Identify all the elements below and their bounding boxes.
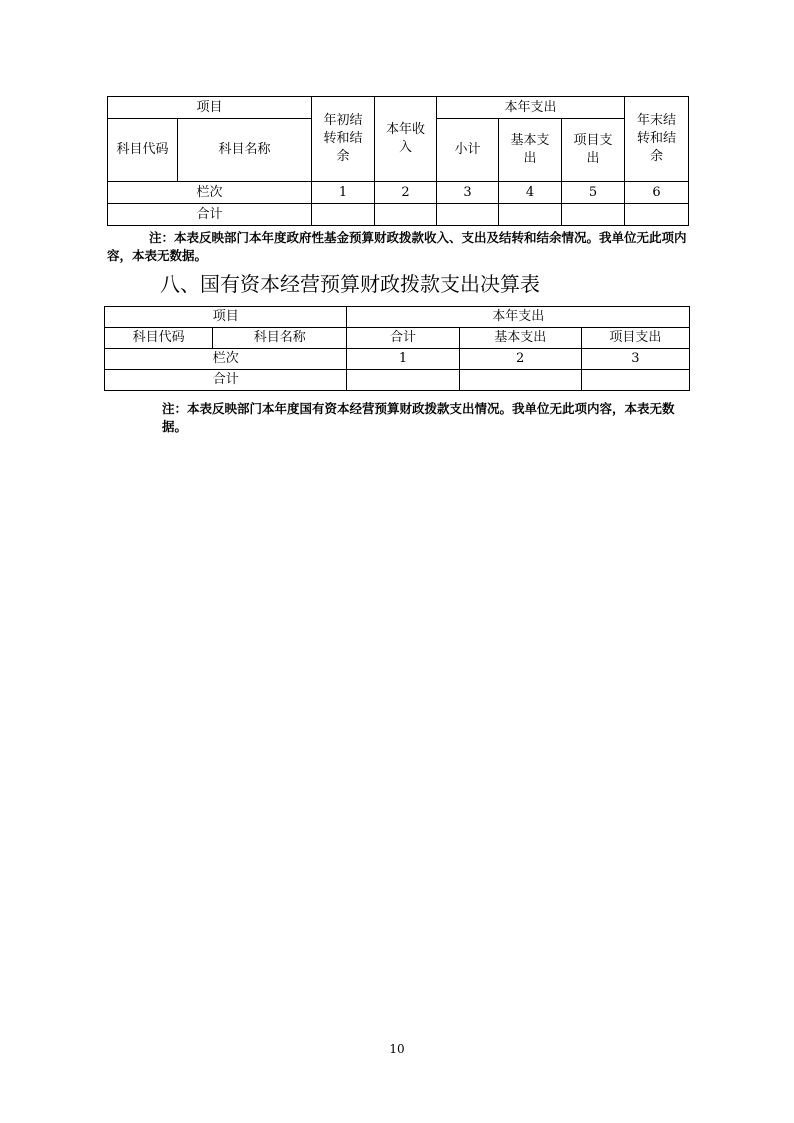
table-note: 注：本表反映部门本年度国有资本经营预算财政拨款支出情况。我单位无此项内容，本表无数据。 [162,401,675,434]
header-expenditure: 本年支出 [347,307,690,328]
empty-cell [312,204,375,226]
column-number: 3 [437,182,499,204]
column-number: 1 [312,182,375,204]
row-total-label: 合计 [108,204,312,226]
header-project-expenditure: 项目支出 [581,328,689,349]
header-subtotal: 小计 [437,119,499,182]
section-heading: 八、国有资本经营预算财政拨款支出决算表 [160,272,540,296]
column-number: 5 [562,182,625,204]
column-number: 2 [459,349,581,370]
state-capital-table [104,306,690,391]
table-note: 注：本表反映部门本年度政府性基金预算财政拨款收入、支出及结转和结余情况。我单位无此项内容，本表无数据。 [107,230,687,263]
header-subject-name: 科目名称 [178,119,312,182]
header-subject-name: 科目名称 [213,328,347,349]
empty-cell [562,204,625,226]
column-number: 2 [375,182,437,204]
government-fund-table [107,96,689,226]
header-total: 合计 [347,328,459,349]
header-income: 本年收 入 [375,97,437,182]
column-number: 3 [581,349,689,370]
column-number: 1 [347,349,459,370]
header-project: 项目 [105,307,347,328]
header-project-expenditure: 项目支 出 [562,119,625,182]
header-expenditure: 本年支出 [437,97,625,119]
empty-cell [347,370,459,391]
header-subject-code: 科目代码 [108,119,178,182]
header-closing-balance: 年末结 转和结 余 [625,97,689,182]
empty-cell [459,370,581,391]
header-project: 项目 [108,97,312,119]
header-opening-balance: 年初结 转和结 余 [312,97,375,182]
header-basic-expenditure: 基本支 出 [499,119,562,182]
column-number: 4 [499,182,562,204]
row-total-label: 合计 [105,370,347,391]
row-column-number-label: 栏次 [105,349,347,370]
header-subject-code: 科目代码 [105,328,213,349]
empty-cell [625,204,689,226]
page-number: 10 [389,1042,405,1056]
empty-cell [499,204,562,226]
header-basic-expenditure: 基本支出 [459,328,581,349]
empty-cell [581,370,689,391]
empty-cell [375,204,437,226]
row-column-number-label: 栏次 [108,182,312,204]
column-number: 6 [625,182,689,204]
empty-cell [437,204,499,226]
